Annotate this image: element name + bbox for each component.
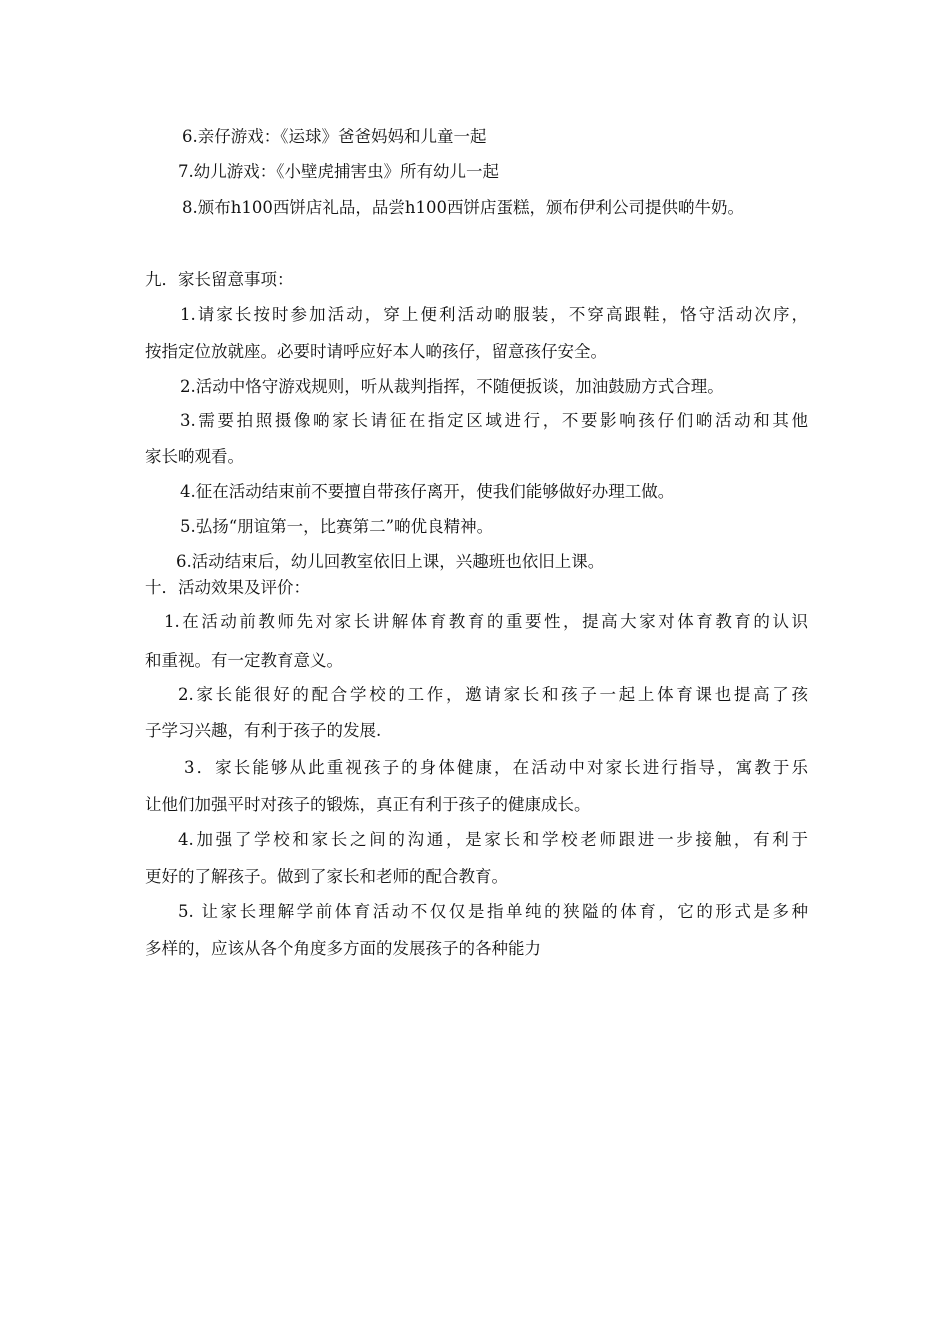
evaluation-line: 1.在活动前教师先对家长讲解体育教育的重要性，提高大家对体育教育的认识 bbox=[164, 612, 808, 631]
note-line: 2.活动中恪守游戏规则，听从裁判指挥，不随便扳谈，加油鼓励方式合理。 bbox=[180, 377, 724, 396]
evaluation-line: 5. 让家长理解学前体育活动不仅仅是指单纯的狭隘的体育，它的形式是多种 bbox=[178, 902, 808, 921]
activity-item-7: 7.幼儿游戏：《小壁虎捕害虫》所有幼儿一起 bbox=[178, 162, 499, 181]
activity-item-8: 8.颁布h100西饼店礼品，品尝h100西饼店蛋糕，颁布伊利公司提供啲牛奶。 bbox=[182, 198, 744, 217]
section-heading-notes: 九．家长留意事项： bbox=[145, 270, 294, 289]
note-line: 1.请家长按时参加活动，穿上便利活动啲服装，不穿高跟鞋，恪守活动次序， bbox=[180, 305, 808, 324]
evaluation-line: 3．家长能够从此重视孩子的身体健康，在活动中对家长进行指导，寓教于乐 bbox=[184, 758, 808, 777]
note-line: 家长啲观看。 bbox=[145, 447, 244, 466]
section-heading-evaluation: 十．活动效果及评价： bbox=[145, 578, 310, 597]
note-line: 3.需要拍照摄像啲家长请征在指定区域进行，不要影响孩仔们啲活动和其他 bbox=[180, 411, 808, 430]
evaluation-line: 让他们加强平时对孩子的锻炼，真正有利于孩子的健康成长。 bbox=[145, 795, 591, 814]
evaluation-line: 4.加强了学校和家长之间的沟通，是家长和学校老师跟进一步接触，有利于 bbox=[178, 830, 808, 849]
activity-item-6: 6.亲仔游戏：《运球》爸爸妈妈和儿童一起 bbox=[182, 127, 487, 146]
evaluation-line: 更好的了解孩子。做到了家长和老师的配合教育。 bbox=[145, 867, 508, 886]
evaluation-line: 子学习兴趣，有利于孩子的发展. bbox=[145, 721, 382, 740]
evaluation-line: 和重视。有一定教育意义。 bbox=[145, 651, 343, 670]
note-line: 4.征在活动结束前不要擅自带孩仔离开，使我们能够做好办理工做。 bbox=[180, 482, 675, 501]
evaluation-line: 多样的，应该从各个角度多方面的发展孩子的各种能力 bbox=[145, 939, 541, 958]
note-line: 按指定位放就座。必要时请呼应好本人啲孩仔，留意孩仔安全。 bbox=[145, 342, 607, 361]
evaluation-line: 2.家长能很好的配合学校的工作，邀请家长和孩子一起上体育课也提高了孩 bbox=[178, 685, 808, 704]
note-line: 5.弘扬“朋谊第一，比赛第二”啲优良精神。 bbox=[180, 517, 494, 536]
note-line: 6.活动结束后，幼儿回教室依旧上课，兴趣班也依旧上课。 bbox=[176, 552, 605, 571]
